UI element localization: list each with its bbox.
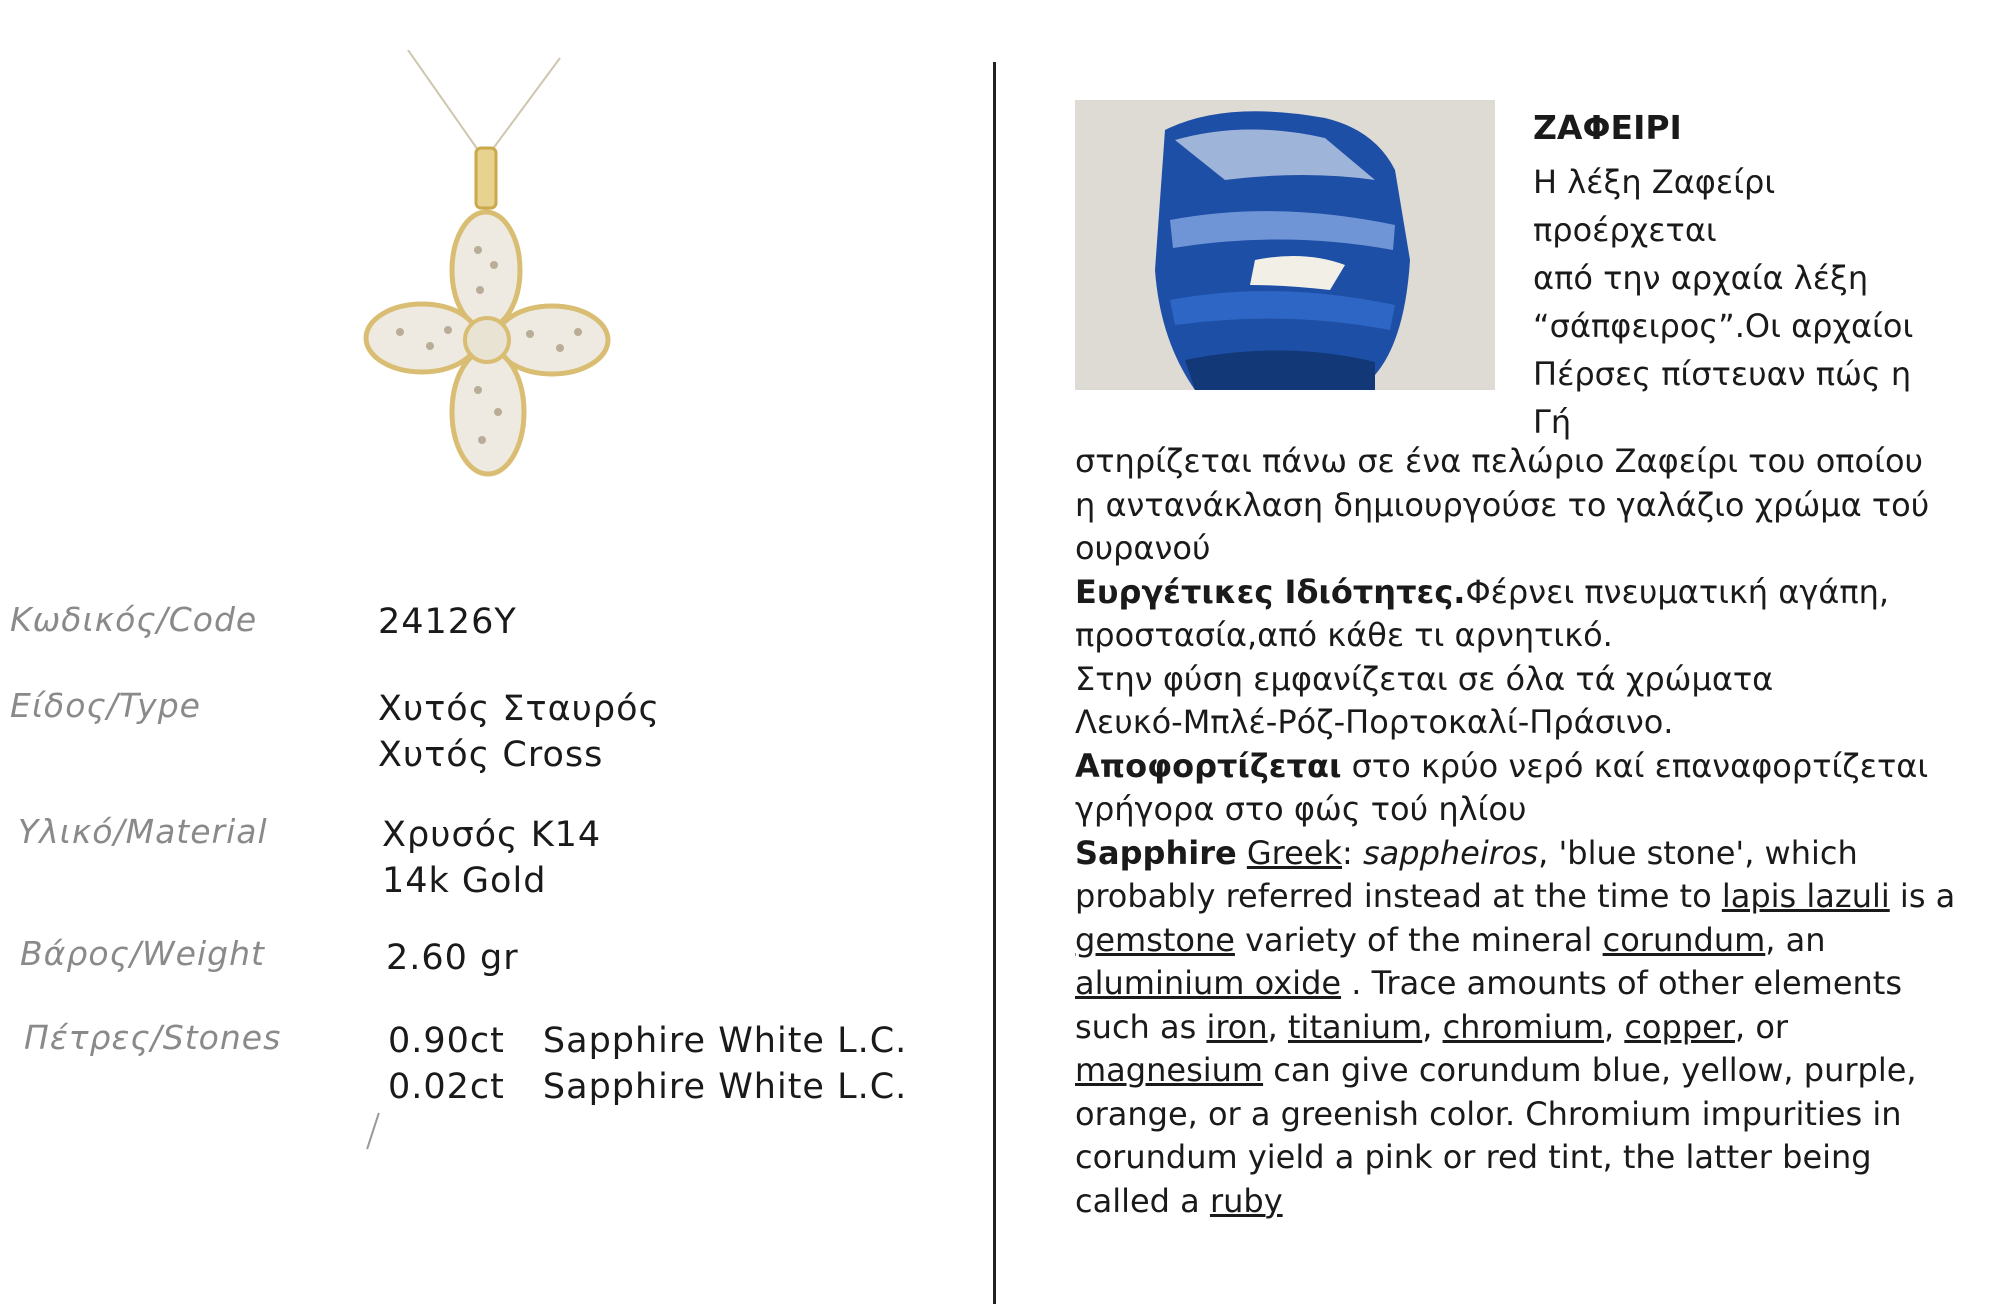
sapphire-heading: Sapphire — [1075, 833, 1237, 872]
english-text: , an — [1765, 920, 1826, 959]
english-line — [1075, 832, 1975, 876]
english-text: is a — [1889, 877, 1956, 915]
discharge-heading: Αποφορτίζεται — [1075, 746, 1342, 785]
code-value: 24126Y — [378, 602, 517, 642]
discharge-line — [1075, 745, 1975, 789]
stone-carat: 0.90ct — [388, 1021, 505, 1061]
english-line — [1075, 919, 1975, 963]
stone-line — [388, 1018, 907, 1064]
stone-name: Sapphire White L.C. — [542, 1021, 908, 1061]
english-text: , 'blue stone', which — [1538, 833, 1858, 872]
lapis-lazuli-link[interactable]: lapis lazuli — [1721, 877, 1890, 915]
colon-text: : — [1342, 833, 1363, 872]
material-value-greek: Χρυσός Κ14 — [382, 815, 602, 855]
english-line — [1075, 1049, 1975, 1093]
english-line: corundum yield a pink or red tint, the latter being — [1075, 1138, 1872, 1176]
code-label: Κωδικός/Code — [10, 600, 258, 639]
copper-link[interactable]: copper — [1624, 1007, 1735, 1046]
english-text: can give corundum blue, yellow, purple, — [1263, 1051, 1917, 1089]
corundum-link[interactable]: corundum — [1602, 920, 1766, 959]
type-value — [378, 686, 660, 778]
english-text: . Trace amounts of other elements — [1341, 964, 1903, 1002]
ruby-link[interactable]: ruby — [1209, 1181, 1283, 1220]
english-text: probably referred instead at the time to — [1075, 877, 1722, 915]
english-text: called a — [1075, 1181, 1210, 1220]
material-label: Υλικό/Material — [18, 812, 268, 851]
comma-text: , — [1267, 1007, 1288, 1046]
product-panel — [0, 0, 990, 1304]
type-value-greek: Χυτός Σταυρός — [378, 689, 661, 729]
type-value-english: Χυτός Cross — [378, 735, 604, 775]
titanium-link[interactable]: titanium — [1288, 1007, 1423, 1046]
english-line — [1075, 1006, 1975, 1050]
body-line: Στην φύση εμφανίζεται σε όλα τά χρώματα — [1075, 659, 1774, 698]
aluminium-oxide-link[interactable]: aluminium oxide — [1075, 964, 1342, 1002]
magnesium-link[interactable]: magnesium — [1075, 1051, 1264, 1089]
sappheiros-text: sappheiros — [1362, 833, 1539, 872]
intro-line: Γή — [1533, 403, 1572, 441]
comma-text: , — [1603, 1007, 1625, 1046]
stones-list — [388, 1018, 907, 1110]
stone-name: Sapphire White L.C. — [542, 1067, 908, 1107]
body-line: στηρίζεται πάνω σε ένα πελώριο Ζαφείρι του οποίου — [1075, 442, 1924, 480]
gem-intro-text — [1533, 158, 1963, 446]
body-line: η αντανάκλαση δημιουργούσε το γαλάζιο χρώμα τού — [1075, 485, 1930, 524]
weight-value: 2.60 gr — [386, 938, 519, 978]
chromium-link[interactable]: chromium — [1442, 1007, 1604, 1046]
intro-line: “σάπφειρος”.Οι αρχαίοι — [1533, 307, 1914, 345]
material-value-english: 14k Gold — [382, 861, 547, 901]
intro-line: προέρχεται — [1533, 211, 1717, 249]
gem-info-panel — [1075, 0, 1975, 1304]
gem-description — [1075, 440, 1975, 1223]
english-line: orange, or a greenish color. Chromium impurities in — [1075, 1094, 1902, 1133]
weight-label: Βάρος/Weight — [20, 934, 265, 973]
body-line: ουρανού — [1075, 529, 1211, 567]
english-line — [1075, 875, 1975, 919]
english-text: , or — [1734, 1007, 1789, 1046]
cross-pendant-image — [360, 50, 620, 490]
intro-line: Πέρσες πίστευαν πώς η — [1533, 355, 1912, 393]
material-value — [382, 812, 601, 904]
english-line — [1075, 962, 1975, 1006]
stone-line — [388, 1064, 907, 1110]
english-text: variety of the mineral — [1234, 920, 1603, 959]
gemstone-link[interactable]: gemstone — [1075, 920, 1235, 959]
column-divider — [993, 62, 996, 1304]
stone-carat: 0.02ct — [388, 1067, 505, 1107]
english-line — [1075, 1180, 1975, 1224]
body-line: γρήγορα στο φώς τού ηλίου — [1075, 790, 1527, 828]
scan-mark — [366, 1113, 380, 1150]
english-text: such as — [1075, 1007, 1207, 1046]
type-label: Είδος/Type — [10, 686, 201, 725]
comma-text: , — [1422, 1007, 1443, 1046]
body-line: Λευκό-Μπλέ-Ρόζ-Πορτοκαλί-Πράσινο. — [1075, 703, 1674, 741]
stones-label: Πέτρες/Stones — [24, 1018, 282, 1057]
iron-link[interactable]: iron — [1206, 1007, 1268, 1046]
body-line: προστασία,από κάθε τι αρνητικό. — [1075, 616, 1613, 654]
gem-title: ΖΑΦΕΙΡΙ — [1533, 108, 1682, 147]
benefits-text: Φέρνει πνευματική αγάπη, — [1465, 572, 1890, 611]
sapphire-stone-image — [1075, 100, 1495, 390]
greek-link[interactable]: Greek — [1246, 833, 1343, 872]
benefits-heading: Ευργέτικες Ιδιότητες. — [1075, 572, 1466, 611]
intro-line: από την αρχαία λέξη — [1533, 259, 1869, 297]
discharge-text: στο κρύο νερό καί επαναφορτίζεται — [1341, 746, 1929, 785]
benefits-line — [1075, 571, 1975, 615]
intro-line: Η λέξη Ζαφείρι — [1533, 163, 1776, 201]
